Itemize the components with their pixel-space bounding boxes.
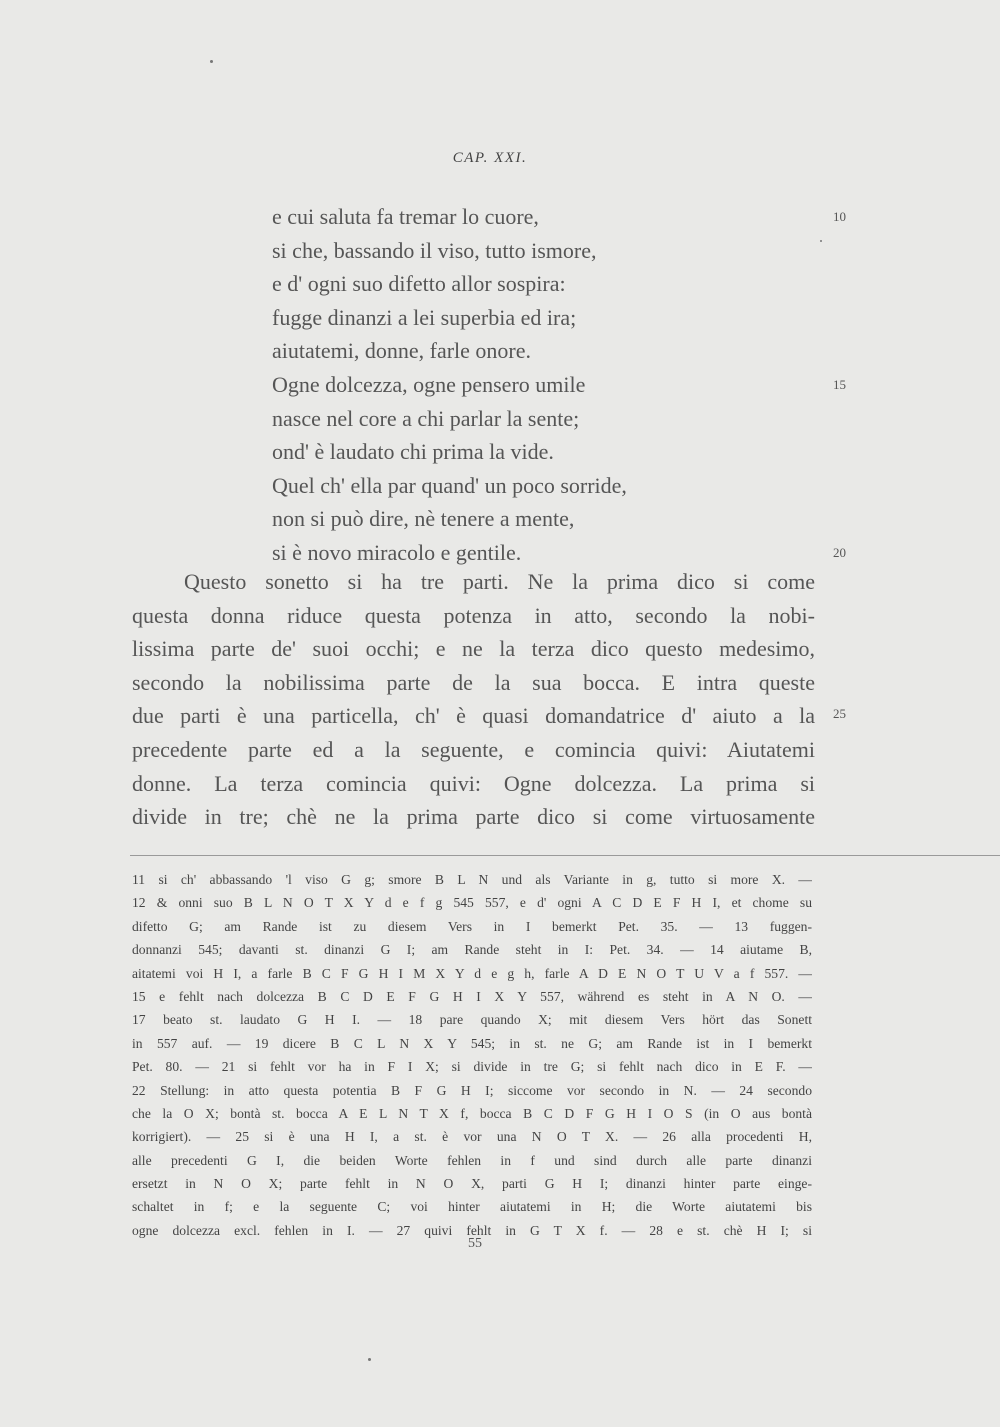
footnote-line: 11 si ch' abbassando 'l viso G g; smore B L N und als Variante in g, tutto si more X. — bbox=[132, 872, 812, 887]
commentary-line: due parti è una particella, ch' è quasi domandatrice d' aiuto a la bbox=[132, 703, 815, 729]
commentary-line: secondo la nobilissima parte de la sua bocca. E intra queste bbox=[132, 669, 815, 695]
poem-line: aiutatemi, donne, farle onore. bbox=[272, 338, 532, 364]
footnotes-block bbox=[132, 868, 812, 1242]
line-number: 15 bbox=[833, 377, 846, 392]
footnote-line: ogne dolcezza excl. fehlen in I. — 27 quivi fehlt in G T X f. — 28 e st. chè H I; si bbox=[132, 1222, 812, 1238]
footnote-line: schaltet in f; e la seguente C; voi hinter aiutatemi in H; die Worte aiutatemi bis bbox=[132, 1199, 812, 1215]
commentary-block bbox=[132, 565, 815, 834]
line-number: 20 bbox=[833, 545, 846, 560]
commentary-line: donne. La terza comincia quivi: Ogne dolcezza. La prima si bbox=[132, 770, 815, 796]
footnote-line: ersetzt in N O X; parte fehlt in N O X, parti G H I; dinanzi hinter parte einge- bbox=[132, 1176, 812, 1192]
page-number: 55 bbox=[468, 1236, 482, 1251]
footnote-line: aitatemi voi H I, a farle B C F G H I M X Y d e g h, farle A D E N O T U V a f 557. — bbox=[132, 965, 812, 981]
footnote-line: che la O X; bontà st. bocca A E L N T X f, bocca B C D F G H I O S (in O aus bontà bbox=[132, 1105, 812, 1121]
commentary-line: divide in tre; chè ne la prima parte dico si come virtuosamente bbox=[132, 804, 815, 830]
footnote-line: donnanzi 545; davanti st. dinanzi G I; am Rande steht in I: Pet. 34. — 14 aiutame B, bbox=[132, 942, 812, 958]
line-number: 10 bbox=[833, 209, 846, 224]
footnote-divider bbox=[130, 855, 1000, 856]
poem-line: si è novo miracolo e gentile. bbox=[272, 539, 522, 565]
poem-line: Quel ch' ella par quand' un poco sorride, bbox=[272, 472, 627, 498]
poem-line: Ogne dolcezza, ogne pensero umile bbox=[272, 371, 586, 397]
commentary-line: lissima parte de' suoi occhi; e ne la terza dico questo medesimo, bbox=[132, 636, 815, 662]
footnote-line: in 557 auf. — 19 dicere B C L N X Y 545; in st. ne G; am Rande ist in I bemerkt bbox=[132, 1035, 812, 1051]
poem-line: non si può dire, nè tenere a mente, bbox=[272, 506, 575, 532]
poem-line: ond' è laudato chi prima la vide. bbox=[272, 439, 554, 465]
poem-block bbox=[272, 200, 832, 570]
footnote-line: difetto G; am Rande ist zu diesem Vers in I bemerkt Pet. 35. — 13 fuggen- bbox=[132, 918, 812, 934]
poem-line: e cui saluta fa tremar lo cuore, bbox=[272, 204, 539, 229]
poem-line: si che, bassando il viso, tutto ismore, bbox=[272, 237, 597, 263]
poem-line: e d' ogni suo difetto allor sospira: bbox=[272, 271, 566, 297]
paper-speck bbox=[820, 240, 822, 242]
footnote-line: korrigiert). — 25 si è una H I, a st. è vor una N O T X. — 26 alla procedenti H, bbox=[132, 1129, 812, 1145]
chapter-header: CAP. XXI. bbox=[452, 150, 528, 166]
paper-speck bbox=[368, 1358, 371, 1361]
footnote-line: Pet. 80. — 21 si fehlt vor ha in F I X; si divide in tre G; si fehlt nach dico in E F. — bbox=[132, 1059, 812, 1075]
poem-line: nasce nel core a chi parlar la sente; bbox=[272, 405, 580, 431]
paper-speck bbox=[210, 60, 213, 63]
commentary-line: precedente parte ed a la seguente, e comincia quivi: Aiutatemi bbox=[132, 736, 815, 762]
footnote-line: 22 Stellung: in atto questa potentia B F G H I; siccome vor secondo in N. — 24 secondo bbox=[132, 1082, 812, 1098]
footnote-line: 17 beato st. laudato G H I. — 18 pare quando X; mit diesem Vers hört das Sonett bbox=[132, 1012, 812, 1028]
poem-line: fugge dinanzi a lei superbia ed ira; bbox=[272, 304, 577, 330]
commentary-line: Questo sonetto si ha tre parti. Ne la prima dico si come bbox=[184, 569, 815, 594]
commentary-line: questa donna riduce questa potenza in atto, secondo la nobi- bbox=[132, 602, 815, 628]
footnote-line: alle precedenti G I, die beiden Worte fehlen in f und sind durch alle parte dinanzi bbox=[132, 1152, 812, 1168]
line-number: 25 bbox=[833, 706, 846, 721]
footnote-line: 12 & onni suo B L N O T X Y d e f g 545 557, e d' ogni A C D E F H I, et chome su bbox=[132, 895, 812, 911]
footnote-line: 15 e fehlt nach dolcezza B C D E F G H I X Y 557, während es steht in A N O. — bbox=[132, 988, 812, 1004]
